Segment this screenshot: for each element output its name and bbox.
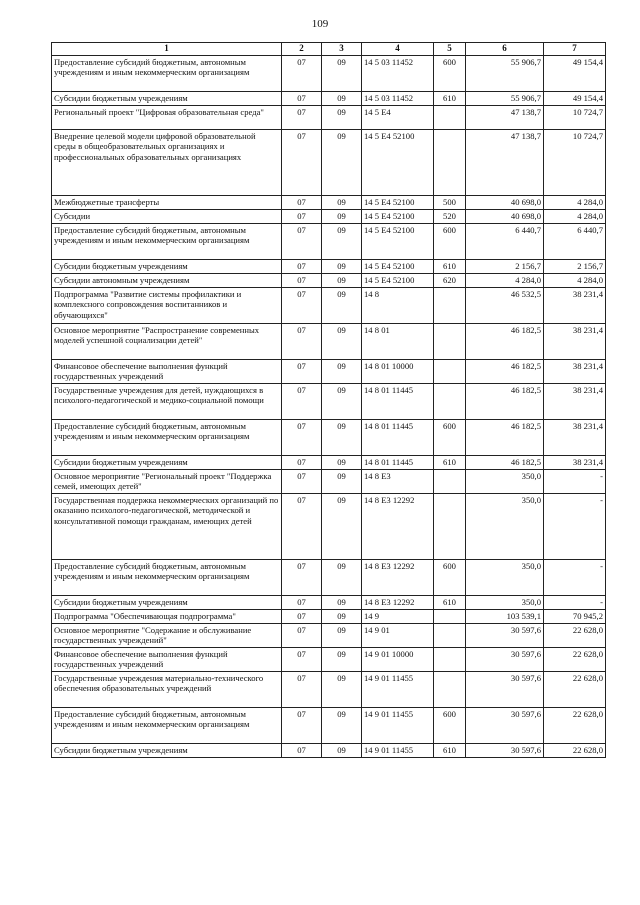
row-section: 07: [282, 470, 322, 494]
row-amount-col6: 46 182,5: [466, 456, 544, 470]
row-target-code: 14 8 E3 12292: [362, 494, 434, 560]
column-header: 1: [52, 43, 282, 56]
row-target-code: 14 5 E4: [362, 106, 434, 130]
row-expense-type: [434, 610, 466, 624]
row-section: 07: [282, 224, 322, 260]
row-amount-col7: 38 231,4: [544, 420, 606, 456]
row-amount-col7: 49 154,4: [544, 56, 606, 92]
row-section: 07: [282, 260, 322, 274]
row-target-code: 14 9 01 11455: [362, 672, 434, 708]
row-expense-type: [434, 648, 466, 672]
column-header: 6: [466, 43, 544, 56]
row-subsection: 09: [322, 708, 362, 744]
row-section: 07: [282, 210, 322, 224]
row-section: 07: [282, 288, 322, 324]
row-expense-type: [434, 130, 466, 196]
row-amount-col6: 46 532,5: [466, 288, 544, 324]
row-name: Основное мероприятие "Распространение современных моделей успешной социализации детей": [52, 324, 282, 360]
row-name: Предоставление субсидий бюджетным, автономным учреждениям и иным некоммерческим организациям: [52, 560, 282, 596]
table-row: [52, 360, 606, 384]
row-expense-type: 600: [434, 56, 466, 92]
row-subsection: 09: [322, 560, 362, 596]
table-body: [52, 56, 606, 758]
row-amount-col7: 70 945,2: [544, 610, 606, 624]
row-name: Государственная поддержка некоммерческих организаций по оказанию психолого-педагогической, методической и консультативной помощи гражданам, имеющих детей: [52, 494, 282, 560]
row-amount-col6: 4 284,0: [466, 274, 544, 288]
row-section: 07: [282, 648, 322, 672]
row-amount-col7: 38 231,4: [544, 360, 606, 384]
row-amount-col7: -: [544, 560, 606, 596]
table-row: [52, 672, 606, 708]
row-amount-col7: -: [544, 596, 606, 610]
row-name: Финансовое обеспечение выполнения функций государственных учреждений: [52, 648, 282, 672]
row-subsection: 09: [322, 274, 362, 288]
row-name: Предоставление субсидий бюджетным, автономным учреждениям и иным некоммерческим организациям: [52, 708, 282, 744]
table-row: [52, 494, 606, 560]
row-section: 07: [282, 384, 322, 420]
row-amount-col7: -: [544, 470, 606, 494]
row-amount-col6: 2 156,7: [466, 260, 544, 274]
table-row: [52, 560, 606, 596]
row-amount-col7: 49 154,4: [544, 92, 606, 106]
row-name: Предоставление субсидий бюджетным, автономным учреждениям и иным некоммерческим организациям: [52, 224, 282, 260]
row-subsection: 09: [322, 288, 362, 324]
row-target-code: 14 8 E3 12292: [362, 560, 434, 596]
row-expense-type: 610: [434, 92, 466, 106]
row-name: Основное мероприятие "Региональный проект "Поддержка семей, имеющих детей": [52, 470, 282, 494]
row-subsection: 09: [322, 360, 362, 384]
row-amount-col6: 103 539,1: [466, 610, 544, 624]
row-name: Подпрограмма "Обеспечивающая подпрограмма": [52, 610, 282, 624]
row-name: Финансовое обеспечение выполнения функций государственных учреждений: [52, 360, 282, 384]
table-row: [52, 196, 606, 210]
page-number: 109: [311, 18, 329, 30]
row-amount-col6: 40 698,0: [466, 210, 544, 224]
row-amount-col6: 55 906,7: [466, 56, 544, 92]
table-row: [52, 130, 606, 196]
row-target-code: 14 9 01 11455: [362, 708, 434, 744]
row-subsection: 09: [322, 324, 362, 360]
row-subsection: 09: [322, 56, 362, 92]
row-amount-col7: -: [544, 494, 606, 560]
row-section: 07: [282, 196, 322, 210]
row-amount-col7: 38 231,4: [544, 324, 606, 360]
row-section: 07: [282, 92, 322, 106]
row-name: Предоставление субсидий бюджетным, автономным учреждениям и иным некоммерческим организациям: [52, 420, 282, 456]
row-subsection: 09: [322, 384, 362, 420]
row-section: 07: [282, 744, 322, 758]
row-amount-col6: 350,0: [466, 596, 544, 610]
row-amount-col6: 350,0: [466, 470, 544, 494]
row-section: 07: [282, 130, 322, 196]
row-section: 07: [282, 420, 322, 456]
table-row: [52, 274, 606, 288]
row-section: 07: [282, 596, 322, 610]
row-expense-type: [434, 360, 466, 384]
table-row: [52, 56, 606, 92]
table-row: [52, 106, 606, 130]
row-section: 07: [282, 672, 322, 708]
row-amount-col6: 46 182,5: [466, 360, 544, 384]
row-subsection: 09: [322, 672, 362, 708]
column-header: 2: [282, 43, 322, 56]
row-expense-type: 610: [434, 596, 466, 610]
table-row: [52, 456, 606, 470]
row-name: Субсидии бюджетным учреждениям: [52, 744, 282, 758]
row-section: 07: [282, 106, 322, 130]
row-section: 07: [282, 274, 322, 288]
row-amount-col6: 47 138,7: [466, 130, 544, 196]
row-expense-type: 600: [434, 224, 466, 260]
row-expense-type: [434, 470, 466, 494]
row-name: Субсидии бюджетным учреждениям: [52, 260, 282, 274]
header-row: [52, 43, 606, 56]
row-target-code: 14 5 E4 52100: [362, 224, 434, 260]
row-amount-col7: 10 724,7: [544, 130, 606, 196]
row-target-code: 14 5 E4 52100: [362, 210, 434, 224]
row-amount-col7: 38 231,4: [544, 288, 606, 324]
table-row: [52, 224, 606, 260]
row-amount-col7: 22 628,0: [544, 624, 606, 648]
row-target-code: 14 9: [362, 610, 434, 624]
row-target-code: 14 5 E4 52100: [362, 274, 434, 288]
row-expense-type: 610: [434, 456, 466, 470]
table-row: [52, 624, 606, 648]
row-expense-type: 600: [434, 708, 466, 744]
row-subsection: 09: [322, 610, 362, 624]
table-row: [52, 324, 606, 360]
table-row: [52, 260, 606, 274]
row-name: Субсидии бюджетным учреждениям: [52, 92, 282, 106]
row-amount-col6: 30 597,6: [466, 648, 544, 672]
row-name: Подпрограмма "Развитие системы профилактики и комплексного сопровождения воспитанников и обучающихся": [52, 288, 282, 324]
row-expense-type: [434, 106, 466, 130]
row-target-code: 14 8 E3 12292: [362, 596, 434, 610]
row-amount-col6: 6 440,7: [466, 224, 544, 260]
row-target-code: 14 5 E4 52100: [362, 196, 434, 210]
row-amount-col6: 30 597,6: [466, 672, 544, 708]
row-amount-col6: 30 597,6: [466, 708, 544, 744]
row-target-code: 14 8 01 11445: [362, 456, 434, 470]
row-name: Государственные учреждения для детей, нуждающихся в психолого-педагогической и медико-социальной помощи: [52, 384, 282, 420]
row-target-code: 14 8 01 11445: [362, 420, 434, 456]
row-amount-col7: 6 440,7: [544, 224, 606, 260]
row-name: Субсидии бюджетным учреждениям: [52, 456, 282, 470]
row-section: 07: [282, 56, 322, 92]
row-name: Основное мероприятие "Содержание и обслуживание государственных учреждений": [52, 624, 282, 648]
row-amount-col7: 10 724,7: [544, 106, 606, 130]
row-amount-col7: 4 284,0: [544, 196, 606, 210]
row-expense-type: [434, 672, 466, 708]
row-name: Региональный проект "Цифровая образовательная среда": [52, 106, 282, 130]
row-expense-type: 600: [434, 560, 466, 596]
row-name: Внедрение целевой модели цифровой образовательной среды в общеобразовательных организациях и профессиональных образовательных организациях: [52, 130, 282, 196]
row-section: 07: [282, 324, 322, 360]
row-name: Субсидии: [52, 210, 282, 224]
row-name: Субсидии автономным учреждениям: [52, 274, 282, 288]
row-expense-type: [434, 384, 466, 420]
row-subsection: 09: [322, 470, 362, 494]
row-name: Субсидии бюджетным учреждениям: [52, 596, 282, 610]
table-row: [52, 610, 606, 624]
row-target-code: 14 8 01: [362, 324, 434, 360]
row-subsection: 09: [322, 596, 362, 610]
table-row: [52, 648, 606, 672]
row-name: Предоставление субсидий бюджетным, автономным учреждениям и иным некоммерческим организациям: [52, 56, 282, 92]
row-section: 07: [282, 610, 322, 624]
row-expense-type: [434, 494, 466, 560]
row-expense-type: 620: [434, 274, 466, 288]
budget-table: [51, 42, 606, 758]
table-row: [52, 420, 606, 456]
row-amount-col6: 350,0: [466, 560, 544, 596]
row-section: 07: [282, 494, 322, 560]
row-amount-col6: 350,0: [466, 494, 544, 560]
table-row: [52, 744, 606, 758]
row-amount-col7: 22 628,0: [544, 708, 606, 744]
row-amount-col7: 4 284,0: [544, 274, 606, 288]
row-target-code: 14 9 01 10000: [362, 648, 434, 672]
row-amount-col6: 30 597,6: [466, 744, 544, 758]
row-section: 07: [282, 456, 322, 470]
table-row: [52, 596, 606, 610]
row-subsection: 09: [322, 624, 362, 648]
row-expense-type: [434, 624, 466, 648]
column-header: 3: [322, 43, 362, 56]
row-subsection: 09: [322, 260, 362, 274]
row-target-code: 14 8: [362, 288, 434, 324]
row-amount-col7: 38 231,4: [544, 384, 606, 420]
row-subsection: 09: [322, 130, 362, 196]
row-name: Межбюджетные трансферты: [52, 196, 282, 210]
row-target-code: 14 9 01: [362, 624, 434, 648]
row-target-code: 14 5 03 11452: [362, 56, 434, 92]
table-row: [52, 470, 606, 494]
row-expense-type: 610: [434, 744, 466, 758]
row-subsection: 09: [322, 420, 362, 456]
row-subsection: 09: [322, 224, 362, 260]
row-subsection: 09: [322, 494, 362, 560]
row-target-code: 14 8 01 11445: [362, 384, 434, 420]
row-target-code: 14 8 E3: [362, 470, 434, 494]
row-expense-type: 600: [434, 420, 466, 456]
row-amount-col7: 22 628,0: [544, 744, 606, 758]
row-subsection: 09: [322, 456, 362, 470]
row-name: Государственные учреждения материально-технического обеспечения образовательных учреждений: [52, 672, 282, 708]
table-row: [52, 288, 606, 324]
table-row: [52, 210, 606, 224]
row-expense-type: [434, 324, 466, 360]
row-subsection: 09: [322, 648, 362, 672]
table-row: [52, 92, 606, 106]
row-subsection: 09: [322, 92, 362, 106]
row-expense-type: 500: [434, 196, 466, 210]
row-amount-col6: 47 138,7: [466, 106, 544, 130]
column-header: 7: [544, 43, 606, 56]
row-amount-col6: 46 182,5: [466, 384, 544, 420]
row-amount-col6: 30 597,6: [466, 624, 544, 648]
row-target-code: 14 9 01 11455: [362, 744, 434, 758]
row-amount-col7: 22 628,0: [544, 672, 606, 708]
table-row: [52, 384, 606, 420]
row-expense-type: 610: [434, 260, 466, 274]
row-target-code: 14 5 E4 52100: [362, 130, 434, 196]
row-expense-type: [434, 288, 466, 324]
row-amount-col7: 22 628,0: [544, 648, 606, 672]
row-amount-col7: 38 231,4: [544, 456, 606, 470]
row-amount-col6: 40 698,0: [466, 196, 544, 210]
row-section: 07: [282, 560, 322, 596]
row-subsection: 09: [322, 744, 362, 758]
row-amount-col6: 55 906,7: [466, 92, 544, 106]
row-section: 07: [282, 708, 322, 744]
row-subsection: 09: [322, 210, 362, 224]
row-section: 07: [282, 360, 322, 384]
row-target-code: 14 5 E4 52100: [362, 260, 434, 274]
row-amount-col7: 2 156,7: [544, 260, 606, 274]
row-expense-type: 520: [434, 210, 466, 224]
column-header: 4: [362, 43, 434, 56]
row-subsection: 09: [322, 196, 362, 210]
row-amount-col7: 4 284,0: [544, 210, 606, 224]
row-target-code: 14 5 03 11452: [362, 92, 434, 106]
row-subsection: 09: [322, 106, 362, 130]
row-amount-col6: 46 182,5: [466, 420, 544, 456]
column-header: 5: [434, 43, 466, 56]
row-amount-col6: 46 182,5: [466, 324, 544, 360]
row-section: 07: [282, 624, 322, 648]
table-row: [52, 708, 606, 744]
row-target-code: 14 8 01 10000: [362, 360, 434, 384]
